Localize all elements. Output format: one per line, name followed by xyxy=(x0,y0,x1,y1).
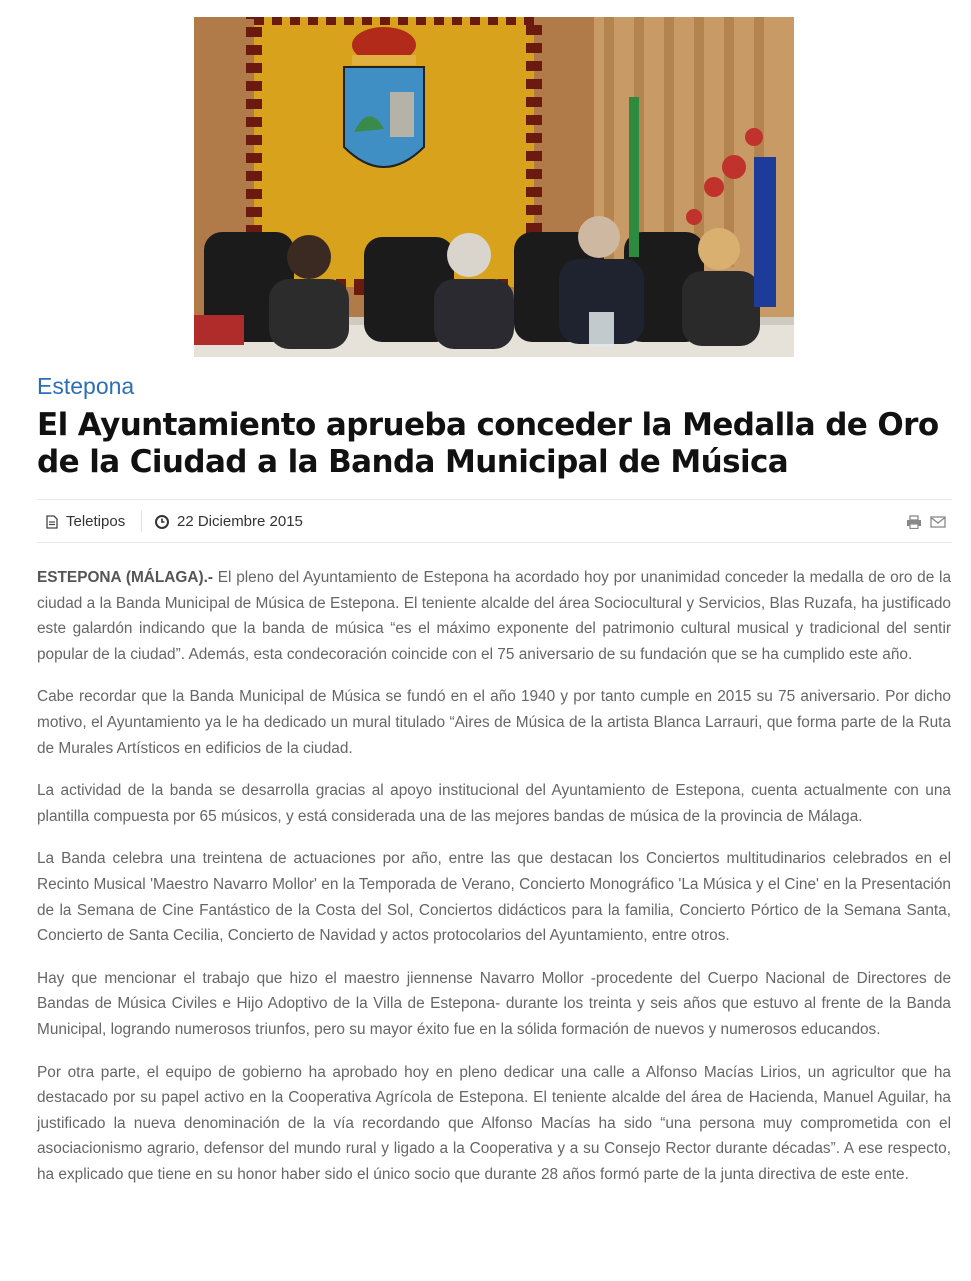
paragraph: Por otra parte, el equipo de gobierno ha aprobado hoy en pleno dedicar una calle a Alfonso Macías Lirios, un agricultor que ha destacado por su papel activo en la Cooperativa Agrícola de Estepona. El teniente alcalde del área de Hacienda, Manuel Aguilar, ha justificado la nueva denominación de la vía recordando que Alfonso Macías ha sido “una persona muy comprometida con el asociacionismo agrario, defensor del mundo rural y ligado a la Cooperativa y a su Consejo Rector durante décadas”. A ese respecto, ha explicado que tiene en su honor haber sido el único socio que durante 28 años formó parte de la junta directiva de este ente. xyxy=(37,1063,951,1183)
author-info xyxy=(46,513,125,530)
paragraph: Cabe recordar que la Banda Municipal de Música se fundó en el año 1940 y por tanto cumple en 2015 su 75 aniversario. Por dicho motivo, el Ayuntamiento ya le ha dedicado un mural titulado “Aires de Música de la artista Blanca Larrauri, que forma parte de la Ruta de Murales Artísticos en edificios de la ciudad. xyxy=(37,688,951,757)
meta-divider xyxy=(141,510,142,532)
envelope-icon[interactable] xyxy=(930,515,946,529)
category-link[interactable]: Estepona xyxy=(37,373,135,399)
article-meta-bar xyxy=(37,499,952,543)
lead-place: ESTEPONA (MÁLAGA).- xyxy=(37,569,214,586)
article-body xyxy=(37,565,951,1204)
document-icon xyxy=(46,515,58,529)
paragraph: ESTEPONA (MÁLAGA).- El pleno del Ayuntamiento de Estepona ha acordado hoy por unanimidad conceder la medalla de oro de la ciudad a la Banda Municipal de Música de Estepona. El teniente alcalde del área Sociocultural y Servicios, Blas Ruzafa, ha justificado este galardón indicando que la banda de música “es el máximo exponente del patrimonio cultural musical y tradicional del sentir popular de la ciudad”. Además, esta condecoración coincide con el 75 aniversario de su fundación que se ha cumplido este año. xyxy=(37,569,951,663)
date-info xyxy=(155,513,303,530)
publish-date: 22 Diciembre 2015 xyxy=(177,513,303,530)
print-icon[interactable] xyxy=(906,515,922,529)
clock-icon xyxy=(155,515,169,529)
author-name[interactable]: Teletipos xyxy=(66,513,126,530)
article-title: El Ayuntamiento aprueba conceder la Medalla de Oro de la Ciudad a la Banda Municipal de Música xyxy=(37,407,939,480)
article-photo xyxy=(194,17,794,357)
paragraph: La actividad de la banda se desarrolla gracias al apoyo institucional del Ayuntamiento de Estepona, cuenta actualmente con una plantilla compuesta por 65 músicos, y está considerada una de las mejores bandas de música de la provincia de Málaga. xyxy=(37,782,951,825)
paragraph: Hay que mencionar el trabajo que hizo el maestro jiennense Navarro Mollor -procedente del Cuerpo Nacional de Directores de Bandas de Música Civiles e Hijo Adoptivo de la Villa de Estepona- durante los treinta y seis años que estuvo al frente de la Banda Municipal, logrando numerosos triunfos, pero su mayor éxito fue en la sólida formación de nuevos y numerosos educandos. xyxy=(37,969,951,1038)
article-tools xyxy=(906,515,946,529)
paragraph: La Banda celebra una treintena de actuaciones por año, entre las que destacan los Conciertos multitudinarios celebrados en el Recinto Musical 'Maestro Navarro Mollor' en la Temporada de Verano, Concierto Monográfico 'La Música y el Cine' en la Presentación de la Semana de Cine Fantástico de la Costa del Sol, Conciertos didácticos para la familia, Concierto Pórtico de la Semana Santa, Concierto de Santa Cecilia, Concierto de Navidad y actos protocolarios del Ayuntamiento, entre otros. xyxy=(37,850,951,945)
